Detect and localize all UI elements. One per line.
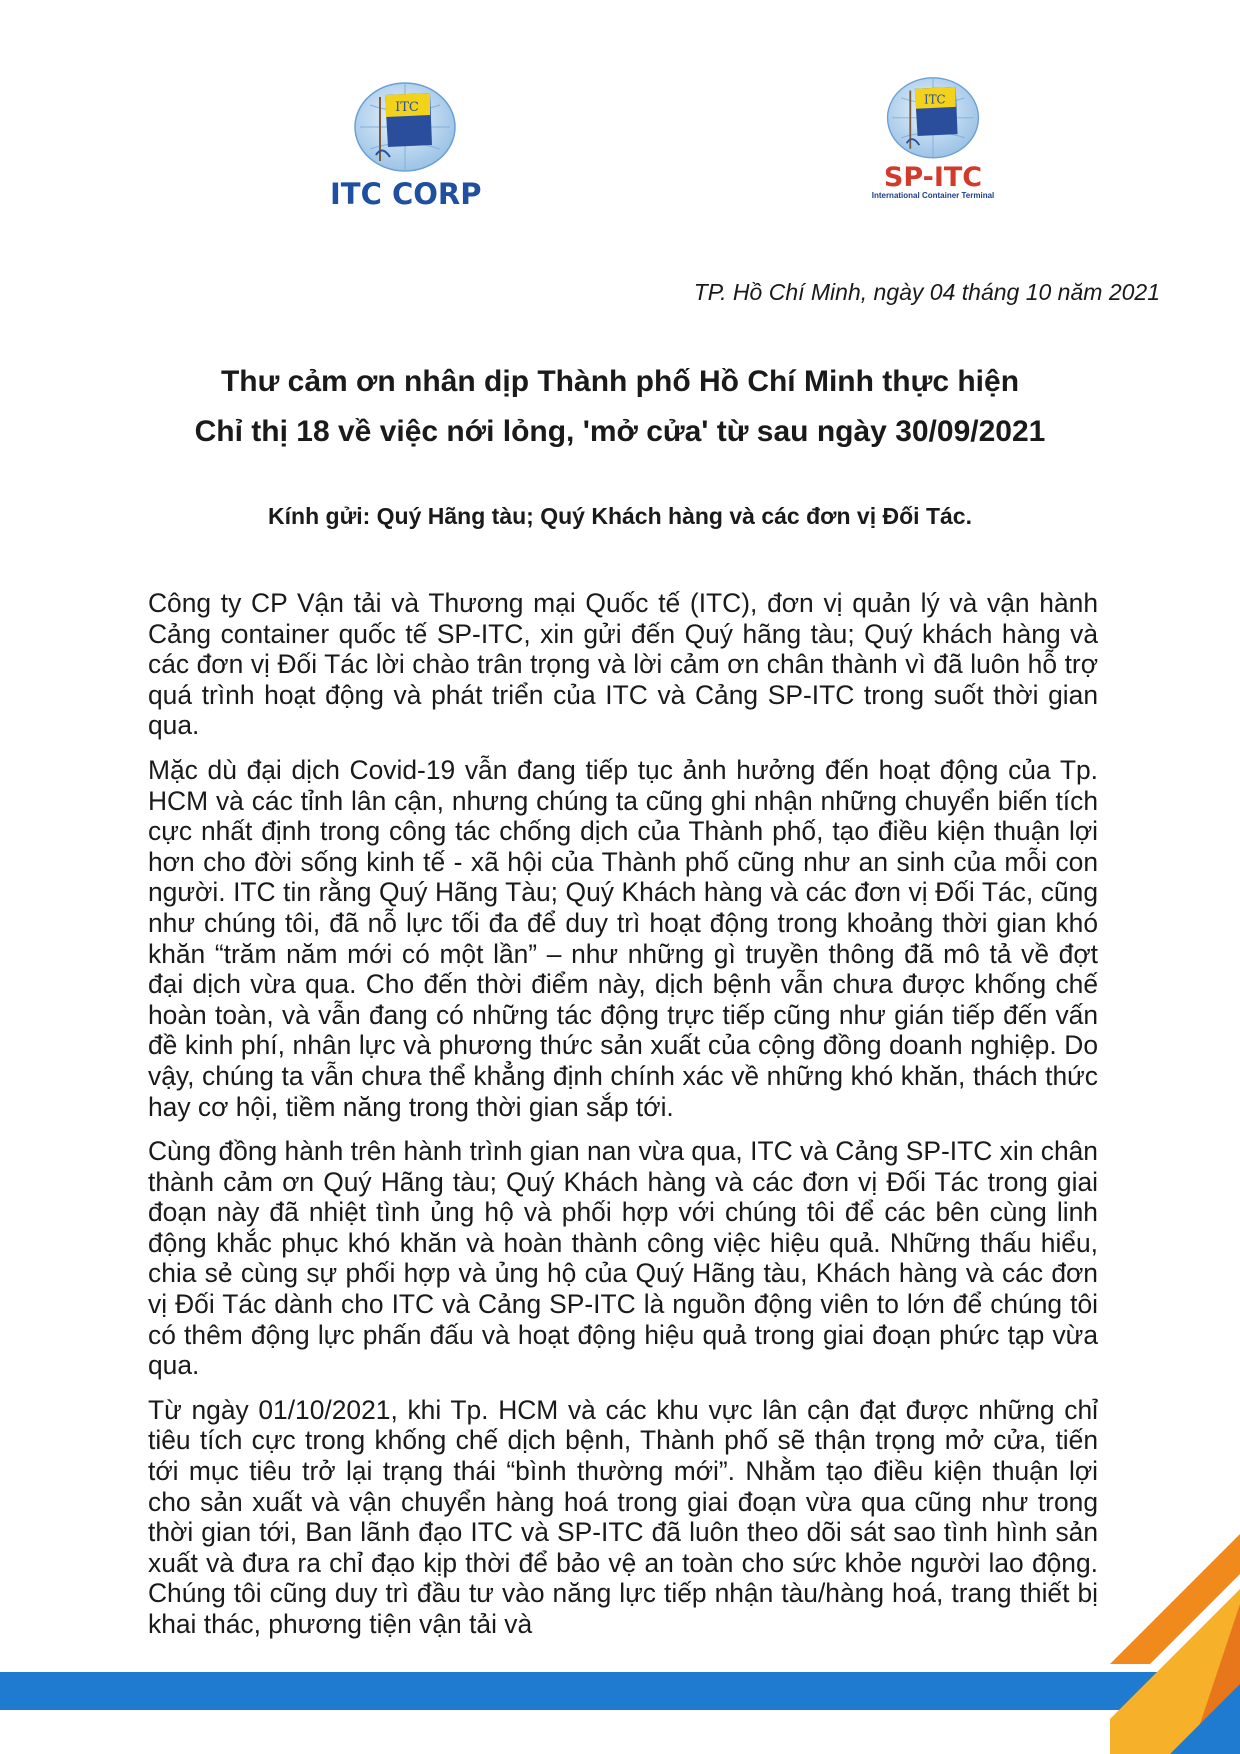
paragraph-1: Công ty CP Vận tải và Thương mại Quốc tế (ITC), đơn vị quản lý và vận hành Cảng container quốc tế SP-ITC, xin gửi đến Quý hãng tàu; Quý khách hàng và các đơn vị Đối Tác lời chào trân trọng và lời cảm ơn chân thành vì đã luôn hỗ trợ quá trình hoạt động và phát triển của ITC và Cảng SP-ITC trong suốt thời gian qua. xyxy=(148,588,1098,741)
paragraph-2: Mặc dù đại dịch Covid-19 vẫn đang tiếp tục ảnh hưởng đến hoạt động của Tp. HCM và các tỉnh lân cận, nhưng chúng ta cũng ghi nhận những chuyển biến tích cực nhất định trong công tác chống dịch của Thành phố, tạo điều kiện thuận lợi hơn cho đời sống kinh tế - xã hội của Thành phố cũng như an sinh của mỗi con người. ITC tin rằng Quý Hãng Tàu; Quý Khách hàng và các đơn vị Đối Tác, cũng như chúng tôi, đã nỗ lực tối đa để duy trì hoạt động trong khoảng thời gian khó khăn “trăm năm mới có một lần” – như những gì truyền thông đã mô tả về đợt đại dịch vừa qua. Cho đến thời điểm này, dịch bệnh vẫn chưa được khống chế hoàn toàn, và vẫn đang có những tác động trực tiếp cũng như gián tiếp đến vấn đề kinh phí, nhân lực và phương thức sản xuất của cộng đồng doanh nghiệp. Do vậy, chúng ta vẫn chưa thể khẳng định chính xác về những khó khăn, thách thức hay cơ hội, tiềm năng trong thời gian sắp tới. xyxy=(148,754,1098,1122)
logo-left-badge: ITC xyxy=(395,100,419,115)
globe-flag-icon xyxy=(350,75,460,175)
logo-right-badge: ITC xyxy=(924,92,946,107)
paragraph-3: Cùng đồng hành trên hành trình gian nan vừa qua, ITC và Cảng SP-ITC xin chân thành cảm ơn Quý Hãng tàu; Quý Khách hàng và các đơn vị Đối Tác trong giai đoạn này đã nhiệt tình ủng hộ và phối hợp với chúng tôi để các bên cùng linh động khắc phục khó khăn và hoàn thành công việc hiệu quả. Những thấu hiểu, chia sẻ cùng sự phối hợp và ủng hộ của Quý Hãng tàu, Khách hàng và các đơn vị Đối Tác dành cho ITC và Cảng SP-ITC là nguồn động viên to lớn để chúng tôi có thêm động lực phấn đấu và hoạt động hiệu quả trong giai đoạn phức tạp vừa qua. xyxy=(148,1136,1098,1381)
globe-flag-icon xyxy=(883,70,983,162)
corner-stripes-decoration xyxy=(1110,1534,1240,1754)
greeting: Kính gửi: Quý Hãng tàu; Quý Khách hàng và các đơn vị Đối Tác. xyxy=(268,503,972,529)
itc-corp-logo xyxy=(330,75,480,211)
footer-bar xyxy=(0,1672,1240,1710)
title-line-2: Chỉ thị 18 về việc nới lỏng, 'mở cửa' từ sau ngày 30/09/2021 xyxy=(194,415,1046,448)
paragraph-4: Từ ngày 01/10/2021, khi Tp. HCM và các khu vực lân cận đạt được những chỉ tiêu tích cực trong khống chế dịch bệnh, Thành phố sẽ thận trọng mở cửa, tiến tới mục tiêu trở lại trạng thái “bình thường mới”. Nhằm tạo điều kiện thuận lợi cho sản xuất và vận chuyển hàng hoá trong giai đoạn vừa qua cũng như trong thời gian tới, Ban lãnh đạo ITC và SP-ITC đã luôn theo dõi sát sao tình hình sản xuất và đưa ra chỉ đạo kịp thời để bảo vệ an toàn cho sức khỏe người lao động. Chúng tôi cũng duy trì đầu tư vào năng lực tiếp nhận tàu/hàng hoá, trang thiết bị khai thác, phương tiện vận tải và xyxy=(148,1394,1098,1639)
logo-right-text: SP-ITC xyxy=(883,162,983,193)
sp-itc-logo xyxy=(858,70,1008,200)
logo-right-subtitle: International Container Terminal xyxy=(871,191,995,200)
title-line-1: Thư cảm ơn nhân dịp Thành phố Hồ Chí Minh thực hiện xyxy=(220,365,1020,398)
letter-body xyxy=(148,588,1098,1654)
date-line: TP. Hồ Chí Minh, ngày 04 tháng 10 năm 2021 xyxy=(693,279,1160,305)
logo-left-text: ITC CORP xyxy=(330,177,482,211)
letter-title xyxy=(100,357,1140,457)
